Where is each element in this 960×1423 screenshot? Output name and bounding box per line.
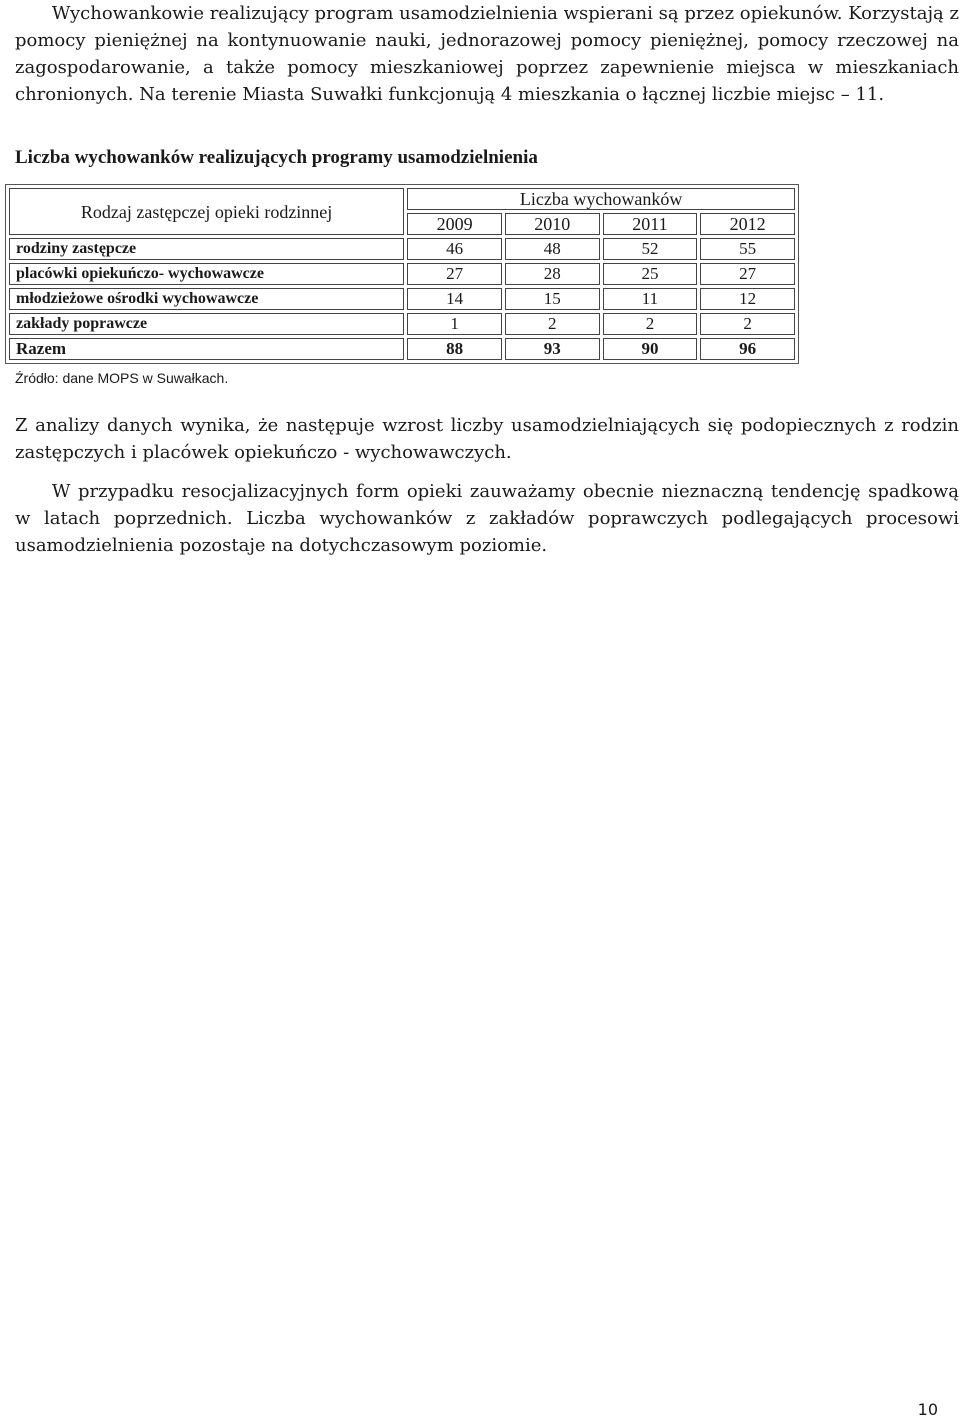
- total-value-cell: 93: [505, 338, 600, 360]
- statistics-table-frame: [5, 184, 799, 364]
- table-title: Liczba wychowanków realizujących programy usamodzielnienia: [15, 147, 538, 168]
- total-row: [9, 338, 795, 360]
- table-row: [9, 263, 795, 285]
- total-value-cell: 96: [700, 338, 795, 360]
- table-row: [9, 288, 795, 310]
- value-cell: 28: [505, 263, 600, 285]
- table-source-note: Źródło: dane MOPS w Suwałkach.: [15, 370, 229, 386]
- row-label-cell: zakłady poprawcze: [9, 313, 404, 335]
- year-header-cell: 2010: [505, 213, 600, 235]
- row-label-cell: młodzieżowe ośrodki wychowawcze: [9, 288, 404, 310]
- row-label-cell: rodziny zastępcze: [9, 238, 404, 260]
- group-header-cell: Liczba wychowanków: [407, 188, 795, 210]
- year-header-cell: 2011: [603, 213, 698, 235]
- year-header-cell: 2009: [407, 213, 502, 235]
- table-row: [9, 313, 795, 335]
- analysis-paragraph: Z analizy danych wynika, że następuje wzrost liczby usamodzielniających się podopiecznych z rodzin zastępczych i placówek opiekuńczo - wychowawczych.: [15, 415, 959, 463]
- total-value-cell: 88: [407, 338, 502, 360]
- value-cell: 48: [505, 238, 600, 260]
- value-cell: 11: [603, 288, 698, 310]
- year-header-cell: 2012: [700, 213, 795, 235]
- value-cell: 1: [407, 313, 502, 335]
- value-cell: 2: [603, 313, 698, 335]
- total-value-cell: 90: [603, 338, 698, 360]
- value-cell: 52: [603, 238, 698, 260]
- value-cell: 46: [407, 238, 502, 260]
- table-header-row: [9, 188, 795, 210]
- total-label-cell: Razem: [9, 338, 404, 360]
- intro-paragraph: Wychowankowie realizujący program usamodzielnienia wspierani są przez opiekunów. Korzystają z pomocy pieniężnej na kontynuowanie nauki, jednorazowej pomocy pieniężnej, pomocy rzeczowej na zagospodarowanie, a także pomocy mieszkaniowej poprzez zapewnienie miejsca w mieszkaniach chronionych. Na terenie Miasta Suwałki funkcjonują 4 mieszkania o łącznej liczbie miejsc – 11.: [15, 3, 959, 105]
- row-label-cell: placówki opiekuńczo- wychowawcze: [9, 263, 404, 285]
- value-cell: 2: [700, 313, 795, 335]
- value-cell: 55: [700, 238, 795, 260]
- row-header-cell: Rodzaj zastępczej opieki rodzinnej: [9, 188, 404, 235]
- value-cell: 2: [505, 313, 600, 335]
- value-cell: 12: [700, 288, 795, 310]
- value-cell: 15: [505, 288, 600, 310]
- table-row: [9, 238, 795, 260]
- statistics-table: [6, 185, 798, 363]
- value-cell: 14: [407, 288, 502, 310]
- page-number: 10: [917, 1400, 938, 1419]
- value-cell: 27: [700, 263, 795, 285]
- value-cell: 27: [407, 263, 502, 285]
- value-cell: 25: [603, 263, 698, 285]
- resocialization-paragraph: W przypadku resocjalizacyjnych form opieki zauważamy obecnie nieznaczną tendencję spadkową w latach poprzednich. Liczba wychowanków z zakładów poprawczych podlegających procesowi usamodzielnienia pozostaje na dotychczasowym poziomie.: [15, 481, 959, 556]
